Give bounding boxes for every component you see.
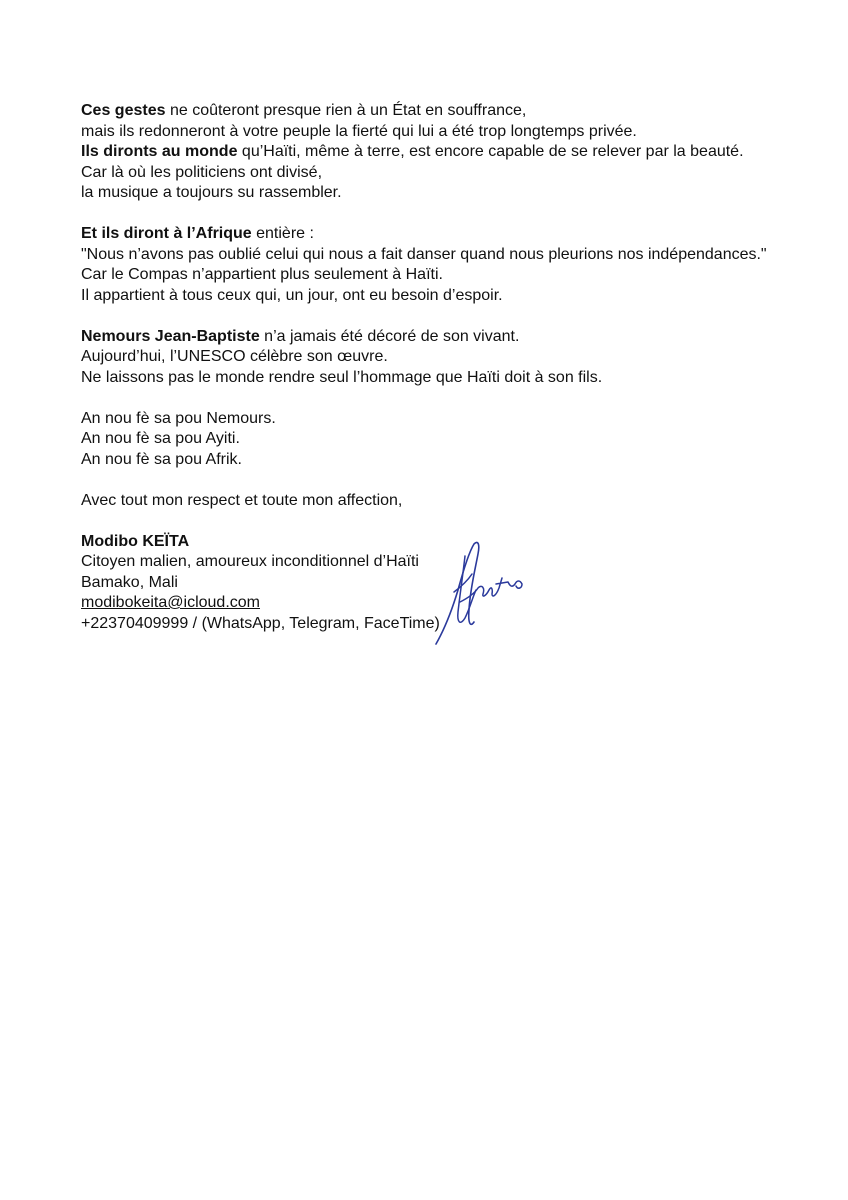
paragraph-4-line-2: An nou fè sa pou Ayiti. bbox=[81, 430, 240, 447]
paragraph-2-line-3: Car le Compas n’appartient plus seulement à Haïti. bbox=[81, 266, 443, 283]
bold-phrase: Nemours Jean-Baptiste bbox=[81, 327, 260, 345]
paragraph-1-line-2: mais ils redonneront à votre peuple la fierté qui lui a été trop longtemps privée. bbox=[81, 122, 637, 140]
letter-body bbox=[81, 101, 771, 634]
email-link[interactable]: modibokeita@icloud.com bbox=[81, 594, 260, 611]
paragraph-4-line-1: An nou fè sa pou Nemours. bbox=[81, 409, 276, 427]
paragraph-2-quote: "Nous n’avons pas oublié celui qui nous a fait danser quand nous pleurions nos indépendances." bbox=[81, 245, 767, 263]
bold-phrase: Ils dironts au monde bbox=[81, 143, 238, 160]
signer-phone: +22370409999 / (WhatsApp, Telegram, FaceTime) bbox=[81, 614, 440, 632]
paragraph-4-line-3: An nou fè sa pou Afrik. bbox=[81, 450, 242, 468]
paragraph-1-line-1: Ces gestes ne coûteront presque rien à un État en souffrance, bbox=[81, 102, 527, 119]
paragraph-1-line-5: la musique a toujours su rassembler. bbox=[81, 184, 342, 201]
bold-phrase: Et ils diront à l’Afrique bbox=[81, 225, 252, 242]
signature-block bbox=[81, 532, 771, 635]
signer-title: Citoyen malien, amoureux inconditionnel d’Haïti bbox=[81, 553, 419, 570]
paragraph-1-line-3: Ils dironts au monde qu’Haïti, même à terre, est encore capable de se relever par la beauté. bbox=[81, 143, 744, 160]
paragraph-3 bbox=[81, 327, 771, 389]
paragraph-3-line-1: Nemours Jean-Baptiste n’a jamais été décoré de son vivant. bbox=[81, 327, 520, 345]
signature-strokes bbox=[436, 542, 522, 644]
paragraph-3-line-2: Aujourd’hui, l’UNESCO célèbre son œuvre. bbox=[81, 348, 388, 365]
signer-name: Modibo KEÏTA bbox=[81, 532, 190, 550]
paragraph-1-line-4: Car là où les politiciens ont divisé, bbox=[81, 163, 323, 181]
paragraph-3-line-3: Ne laissons pas le monde rendre seul l’hommage que Haïti doit à son fils. bbox=[81, 368, 603, 386]
paragraph-2 bbox=[81, 224, 771, 306]
signer-location: Bamako, Mali bbox=[81, 573, 178, 591]
paragraph-2-line-4: Il appartient à tous ceux qui, un jour, ont eu besoin d’espoir. bbox=[81, 286, 503, 304]
closing-line: Avec tout mon respect et toute mon affection, bbox=[81, 491, 403, 509]
bold-phrase: Ces gestes bbox=[81, 102, 166, 119]
handwritten-signature bbox=[434, 538, 526, 648]
paragraph-1 bbox=[81, 101, 771, 204]
paragraph-4 bbox=[81, 409, 771, 471]
paragraph-2-line-1: Et ils diront à l’Afrique entière : bbox=[81, 225, 314, 242]
